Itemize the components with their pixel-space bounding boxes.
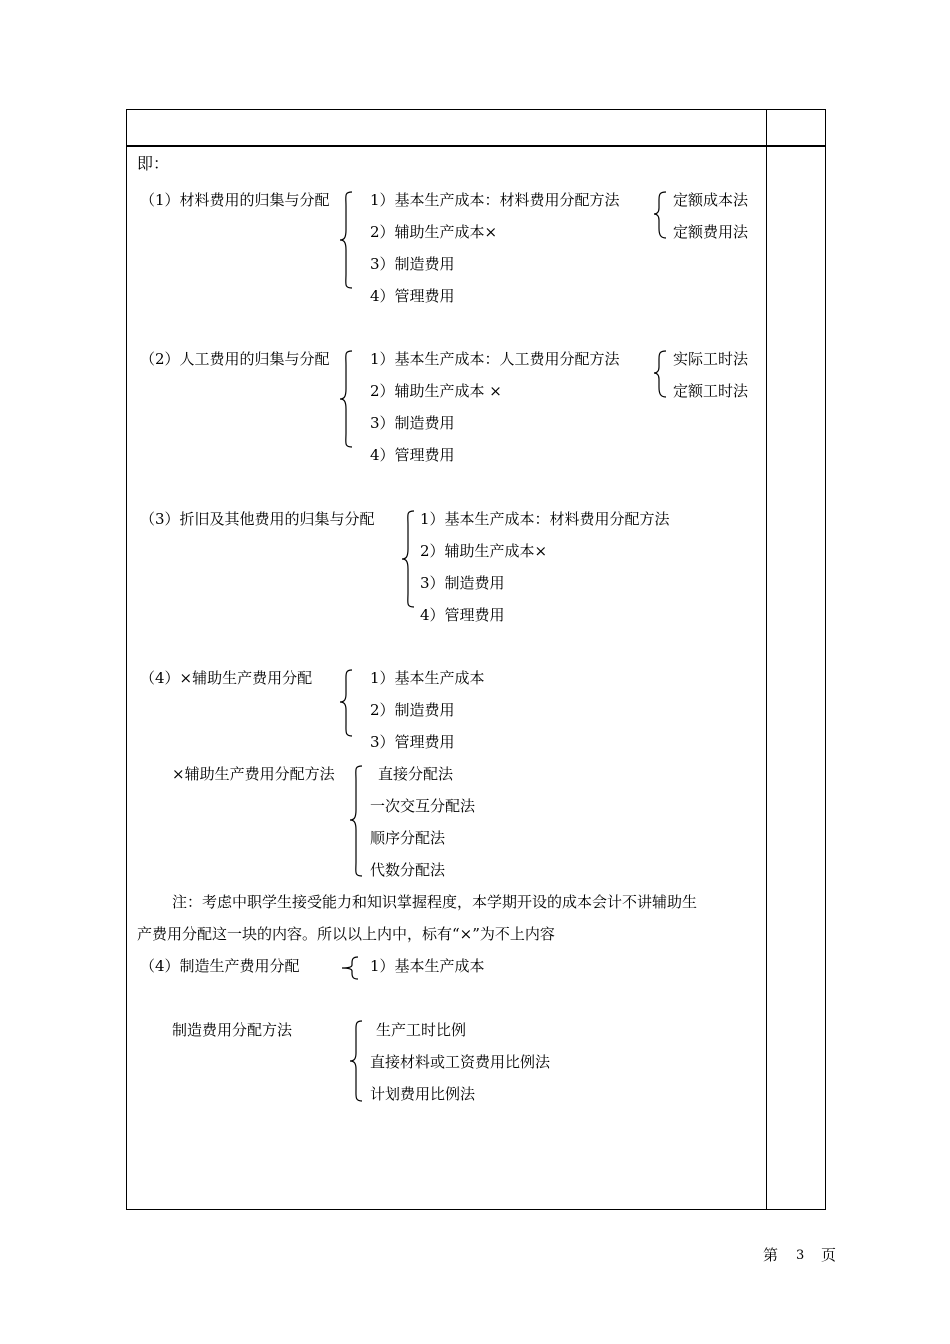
s4-item-2: 2）制造费用 <box>370 701 455 719</box>
s2-item-3: 3）制造费用 <box>370 414 455 432</box>
s1-item-3: 3）制造费用 <box>370 255 455 273</box>
s1-title: （1）材料费用的归集与分配 <box>140 191 330 209</box>
s5-brace <box>340 955 360 981</box>
note-line-1: 注：考虑中职学生接受能力和知识掌握程度，本学期开设的成本会计不讲辅助生 <box>172 893 698 911</box>
s1-method-brace <box>652 190 668 240</box>
s3-title: （3）折旧及其他费用的归集与分配 <box>140 510 375 528</box>
s1-method-1: 定额成本法 <box>673 191 749 209</box>
s5-method-title: 制造费用分配方法 <box>172 1021 293 1039</box>
s5-method-1: 生产工时比例 <box>376 1021 467 1039</box>
s4-method-brace <box>348 764 366 878</box>
s5-method-2: 直接材料或工资费用比例法 <box>370 1053 551 1071</box>
right-column-divider <box>766 109 767 1210</box>
s4-method-4: 代数分配法 <box>370 861 446 879</box>
s4-item-3: 3）管理费用 <box>370 733 455 751</box>
s2-item-4: 4）管理费用 <box>370 446 455 464</box>
s3-brace <box>400 509 418 609</box>
s1-item-2: 2）辅助生产成本× <box>370 223 498 241</box>
s2-brace <box>338 349 356 449</box>
s1-item-4: 4）管理费用 <box>370 287 455 305</box>
s2-item-1: 1）基本生产成本：人工费用分配方法 <box>370 350 620 368</box>
s1-item-1: 1）基本生产成本：材料费用分配方法 <box>370 191 620 209</box>
s2-method-1: 实际工时法 <box>673 350 749 368</box>
note-line-2: 产费用分配这一块的内容。所以以上内中，标有“×”为不上内容 <box>137 925 555 943</box>
s2-method-2: 定额工时法 <box>673 382 749 400</box>
page-number-prefix: 第 <box>763 1246 779 1264</box>
s5-method-3: 计划费用比例法 <box>370 1085 476 1103</box>
s4-method-3: 顺序分配法 <box>370 829 446 847</box>
s2-method-brace <box>652 349 668 399</box>
s5-item-1: 1）基本生产成本 <box>370 957 485 975</box>
s4-title: （4）×辅助生产费用分配 <box>140 669 313 687</box>
page-number-value: 3 <box>796 1248 805 1263</box>
s2-item-2: 2）辅助生产成本 × <box>370 382 502 400</box>
s5-method-brace <box>348 1019 366 1103</box>
s3-item-3: 3）制造费用 <box>420 574 505 592</box>
s4-method-title: ×辅助生产费用分配方法 <box>172 765 335 783</box>
s5-title: （4）制造生产费用分配 <box>140 957 300 975</box>
s2-title: （2）人工费用的归集与分配 <box>140 350 330 368</box>
table-frame <box>126 109 826 1210</box>
s4-brace <box>338 668 356 738</box>
s3-item-2: 2）辅助生产成本× <box>420 542 548 560</box>
s3-item-4: 4）管理费用 <box>420 606 505 624</box>
s4-method-2: 一次交互分配法 <box>370 797 476 815</box>
header-row-divider <box>126 145 826 147</box>
s4-item-1: 1）基本生产成本 <box>370 669 485 687</box>
s4-method-1: 直接分配法 <box>378 765 454 783</box>
s1-brace <box>338 190 356 290</box>
intro-text: 即： <box>137 154 170 173</box>
page-number-suffix: 页 <box>821 1246 837 1264</box>
s3-item-1: 1）基本生产成本：材料费用分配方法 <box>420 510 670 528</box>
s1-method-2: 定额费用法 <box>673 223 749 241</box>
